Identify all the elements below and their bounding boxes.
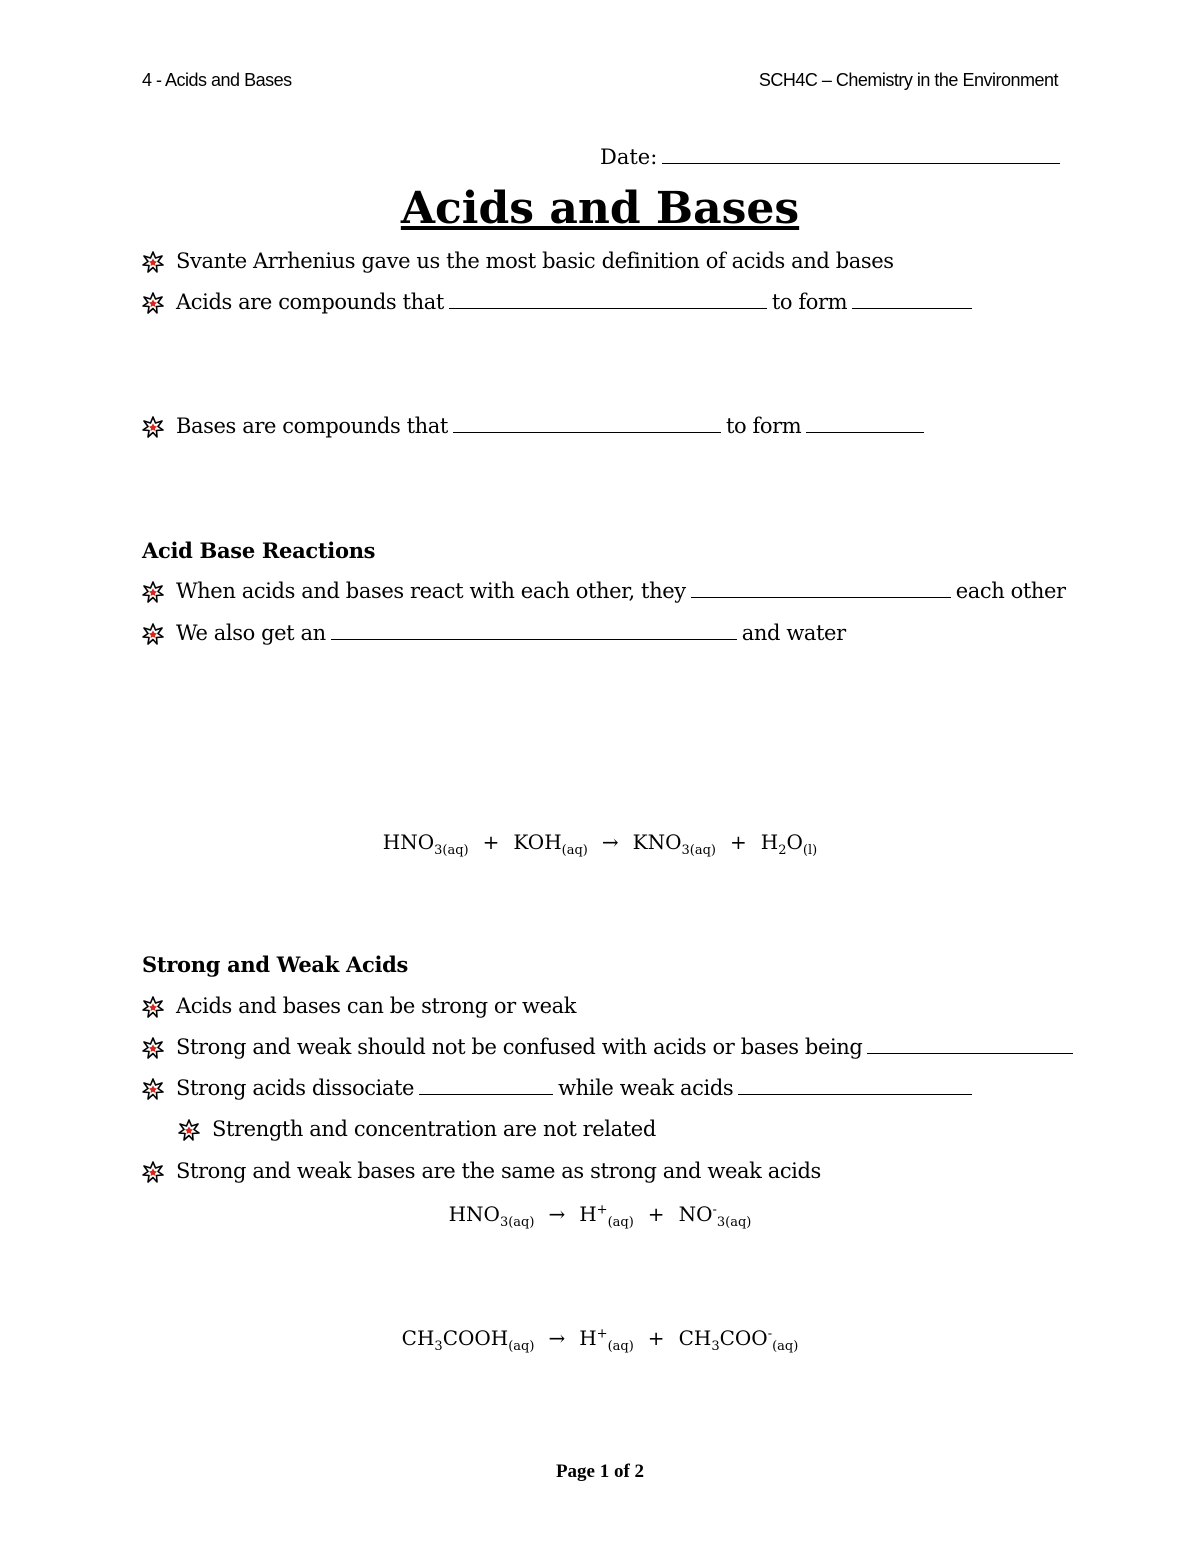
confused-blank[interactable] <box>867 1037 1073 1054</box>
also-blank[interactable] <box>331 623 737 640</box>
bases-mid: to form <box>725 414 802 438</box>
strong-weak-line-2: Strong and weak should not be confused with acids or bases being <box>176 1035 1078 1059</box>
star-bullet-icon <box>142 1078 164 1100</box>
equation-acetic-dissociation: $CH_3COOH_{(aq)} \to H^+_{(aq)} + CH_3COO^-_{(aq)}$ <box>401 1326 799 1354</box>
arrow-icon: → <box>601 830 619 854</box>
section-heading-reactions: Acid Base Reactions <box>142 538 376 563</box>
arrhenius-text: Svante Arrhenius gave us the most basic definition of acids and bases <box>176 249 894 273</box>
react-prefix: When acids and bases react with each other, they <box>176 579 686 603</box>
star-bullet-icon <box>142 1161 164 1183</box>
equation-hno3-dissociation: $HNO_{3(aq)} \to H^+_{(aq)} + NO^-_{3(aq)}$ <box>448 1202 752 1230</box>
star-bullet-icon <box>142 581 164 603</box>
page-footer: Page 1 of 2 <box>555 1461 645 1482</box>
react-blank[interactable] <box>691 581 951 598</box>
star-bullet-icon <box>142 416 164 438</box>
strong-weak-line-3: Strong acids dissociate while weak acids <box>176 1076 977 1100</box>
strong-weak-line-5: Strong and weak bases are the same as strong and weak acids <box>176 1159 821 1183</box>
strong-weak-subline: Strength and concentration are not related <box>212 1117 656 1141</box>
date-line <box>600 145 1065 169</box>
also-line <box>176 621 846 645</box>
star-bullet-icon <box>142 292 164 314</box>
acids-definition <box>176 290 977 314</box>
strong-weak-line-1: Acids and bases can be strong or weak <box>176 994 577 1018</box>
bases-blank-1[interactable] <box>453 416 721 433</box>
arrow-icon: → <box>548 1326 566 1350</box>
react-line <box>176 579 1066 603</box>
date-label: Date: <box>600 145 658 169</box>
star-bullet-icon <box>142 996 164 1018</box>
acids-blank-1[interactable] <box>449 292 767 309</box>
star-bullet-icon <box>142 623 164 645</box>
star-bullet-icon <box>142 1037 164 1059</box>
bases-prefix: Bases are compounds that <box>176 414 448 438</box>
dissociate-blank-2[interactable] <box>738 1078 972 1095</box>
date-blank[interactable] <box>662 147 1060 164</box>
react-suffix: each other <box>955 579 1066 603</box>
star-bullet-icon <box>142 251 164 273</box>
header-left: 4 - Acids and Bases <box>142 70 292 90</box>
equation-neutralization: $HNO_{3(aq)} + KOH_{(aq)} \to KNO_{3(aq)} + H_2O_{(l)}$ <box>382 830 818 858</box>
section-heading-strong-weak: Strong and Weak Acids <box>142 952 409 977</box>
arrow-icon: → <box>548 1202 566 1226</box>
dissociate-blank-1[interactable] <box>419 1078 553 1095</box>
bases-blank-2[interactable] <box>806 416 924 433</box>
acids-blank-2[interactable] <box>852 292 972 309</box>
header-right: SCH4C – Chemistry in the Environment <box>758 70 1058 90</box>
also-suffix: and water <box>741 621 846 645</box>
page-title: Acids and Bases <box>400 183 800 234</box>
also-prefix: We also get an <box>176 621 326 645</box>
bases-definition <box>176 414 929 438</box>
acids-mid: to form <box>771 290 848 314</box>
acids-prefix: Acids are compounds that <box>176 290 444 314</box>
star-bullet-icon <box>178 1119 200 1141</box>
